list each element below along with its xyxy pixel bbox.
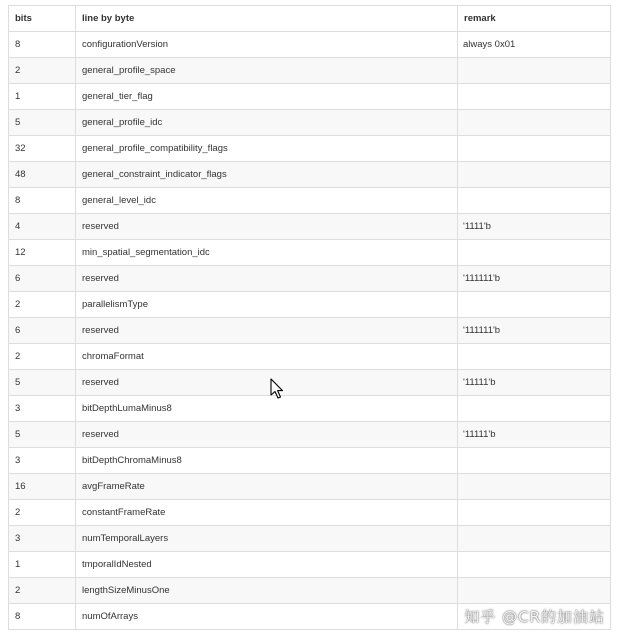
cell-remark (458, 526, 611, 552)
table-row (9, 500, 611, 526)
cell-remark (458, 58, 611, 84)
cell-line-by-byte: general_level_idc (76, 188, 458, 214)
cell-bits: 2 (9, 58, 76, 84)
cell-line-by-byte: min_spatial_segmentation_idc (76, 240, 458, 266)
cell-bits: 32 (9, 136, 76, 162)
cell-line-by-byte: lengthSizeMinusOne (76, 578, 458, 604)
cell-line-by-byte: numTemporalLayers (76, 526, 458, 552)
cell-line-by-byte: tmporalIdNested (76, 552, 458, 578)
cell-line-by-byte: reserved (76, 422, 458, 448)
cell-line-by-byte: general_profile_idc (76, 110, 458, 136)
cell-line-by-byte: constantFrameRate (76, 500, 458, 526)
table-row (9, 318, 611, 344)
cell-bits: 2 (9, 292, 76, 318)
table-row (9, 344, 611, 370)
table-row (9, 58, 611, 84)
table-row (9, 136, 611, 162)
cell-remark (458, 84, 611, 110)
table-row (9, 526, 611, 552)
cell-line-by-byte: numOfArrays (76, 604, 458, 630)
cell-remark: always 0x01 (458, 32, 611, 58)
cell-remark: '111111'b (458, 318, 611, 344)
cell-bits: 12 (9, 240, 76, 266)
cell-bits: 2 (9, 578, 76, 604)
cell-line-by-byte: reserved (76, 214, 458, 240)
table-row (9, 266, 611, 292)
cell-line-by-byte: general_profile_compatibility_flags (76, 136, 458, 162)
cell-bits: 2 (9, 344, 76, 370)
table-row (9, 552, 611, 578)
table-header-row (9, 6, 611, 32)
cell-remark (458, 500, 611, 526)
cell-remark (458, 188, 611, 214)
cell-bits: 16 (9, 474, 76, 500)
table-row (9, 110, 611, 136)
cell-bits: 3 (9, 396, 76, 422)
cell-remark (458, 344, 611, 370)
table-row (9, 32, 611, 58)
cell-bits: 8 (9, 32, 76, 58)
cell-line-by-byte: general_tier_flag (76, 84, 458, 110)
table-row (9, 240, 611, 266)
cell-remark (458, 396, 611, 422)
cell-line-by-byte: general_profile_space (76, 58, 458, 84)
cell-line-by-byte: general_constraint_indicator_flags (76, 162, 458, 188)
cell-bits: 5 (9, 370, 76, 396)
header-bits: bits (9, 6, 76, 32)
bitfield-table (8, 5, 611, 630)
table-row (9, 422, 611, 448)
cell-bits: 1 (9, 552, 76, 578)
bitfield-table-container (8, 5, 610, 630)
table-row (9, 396, 611, 422)
cell-bits: 8 (9, 188, 76, 214)
cell-line-by-byte: avgFrameRate (76, 474, 458, 500)
cell-remark: '111111'b (458, 266, 611, 292)
cell-bits: 8 (9, 604, 76, 630)
cell-bits: 6 (9, 266, 76, 292)
cell-line-by-byte: chromaFormat (76, 344, 458, 370)
watermark-text: 知乎 @CR的加油站 (464, 608, 605, 626)
cell-line-by-byte: configurationVersion (76, 32, 458, 58)
table-row (9, 84, 611, 110)
cell-bits: 3 (9, 526, 76, 552)
cell-remark: '11111'b (458, 422, 611, 448)
cell-bits: 48 (9, 162, 76, 188)
cell-remark (458, 552, 611, 578)
cell-bits: 3 (9, 448, 76, 474)
cell-bits: 6 (9, 318, 76, 344)
table-body (9, 32, 611, 630)
cell-bits: 5 (9, 110, 76, 136)
cell-remark (458, 474, 611, 500)
cell-remark: '1111'b (458, 214, 611, 240)
table-row (9, 448, 611, 474)
cell-remark: '11111'b (458, 370, 611, 396)
cell-bits: 4 (9, 214, 76, 240)
cell-bits: 5 (9, 422, 76, 448)
cell-remark (458, 292, 611, 318)
header-remark: remark (458, 6, 611, 32)
cell-line-by-byte: parallelismType (76, 292, 458, 318)
table-row (9, 578, 611, 604)
cell-line-by-byte: reserved (76, 266, 458, 292)
cell-remark (458, 110, 611, 136)
table-row (9, 370, 611, 396)
header-line-by-byte: line by byte (76, 6, 458, 32)
cell-remark (458, 240, 611, 266)
table-row (9, 292, 611, 318)
table-row (9, 474, 611, 500)
cell-remark (458, 136, 611, 162)
cell-line-by-byte: reserved (76, 370, 458, 396)
cell-line-by-byte: reserved (76, 318, 458, 344)
table-row (9, 214, 611, 240)
cell-bits: 1 (9, 84, 76, 110)
cell-line-by-byte: bitDepthChromaMinus8 (76, 448, 458, 474)
cell-remark (458, 578, 611, 604)
cell-remark (458, 162, 611, 188)
table-row (9, 188, 611, 214)
cell-bits: 2 (9, 500, 76, 526)
cell-remark (458, 448, 611, 474)
cell-line-by-byte: bitDepthLumaMinus8 (76, 396, 458, 422)
table-row (9, 162, 611, 188)
mouse-pointer-icon (270, 378, 284, 400)
